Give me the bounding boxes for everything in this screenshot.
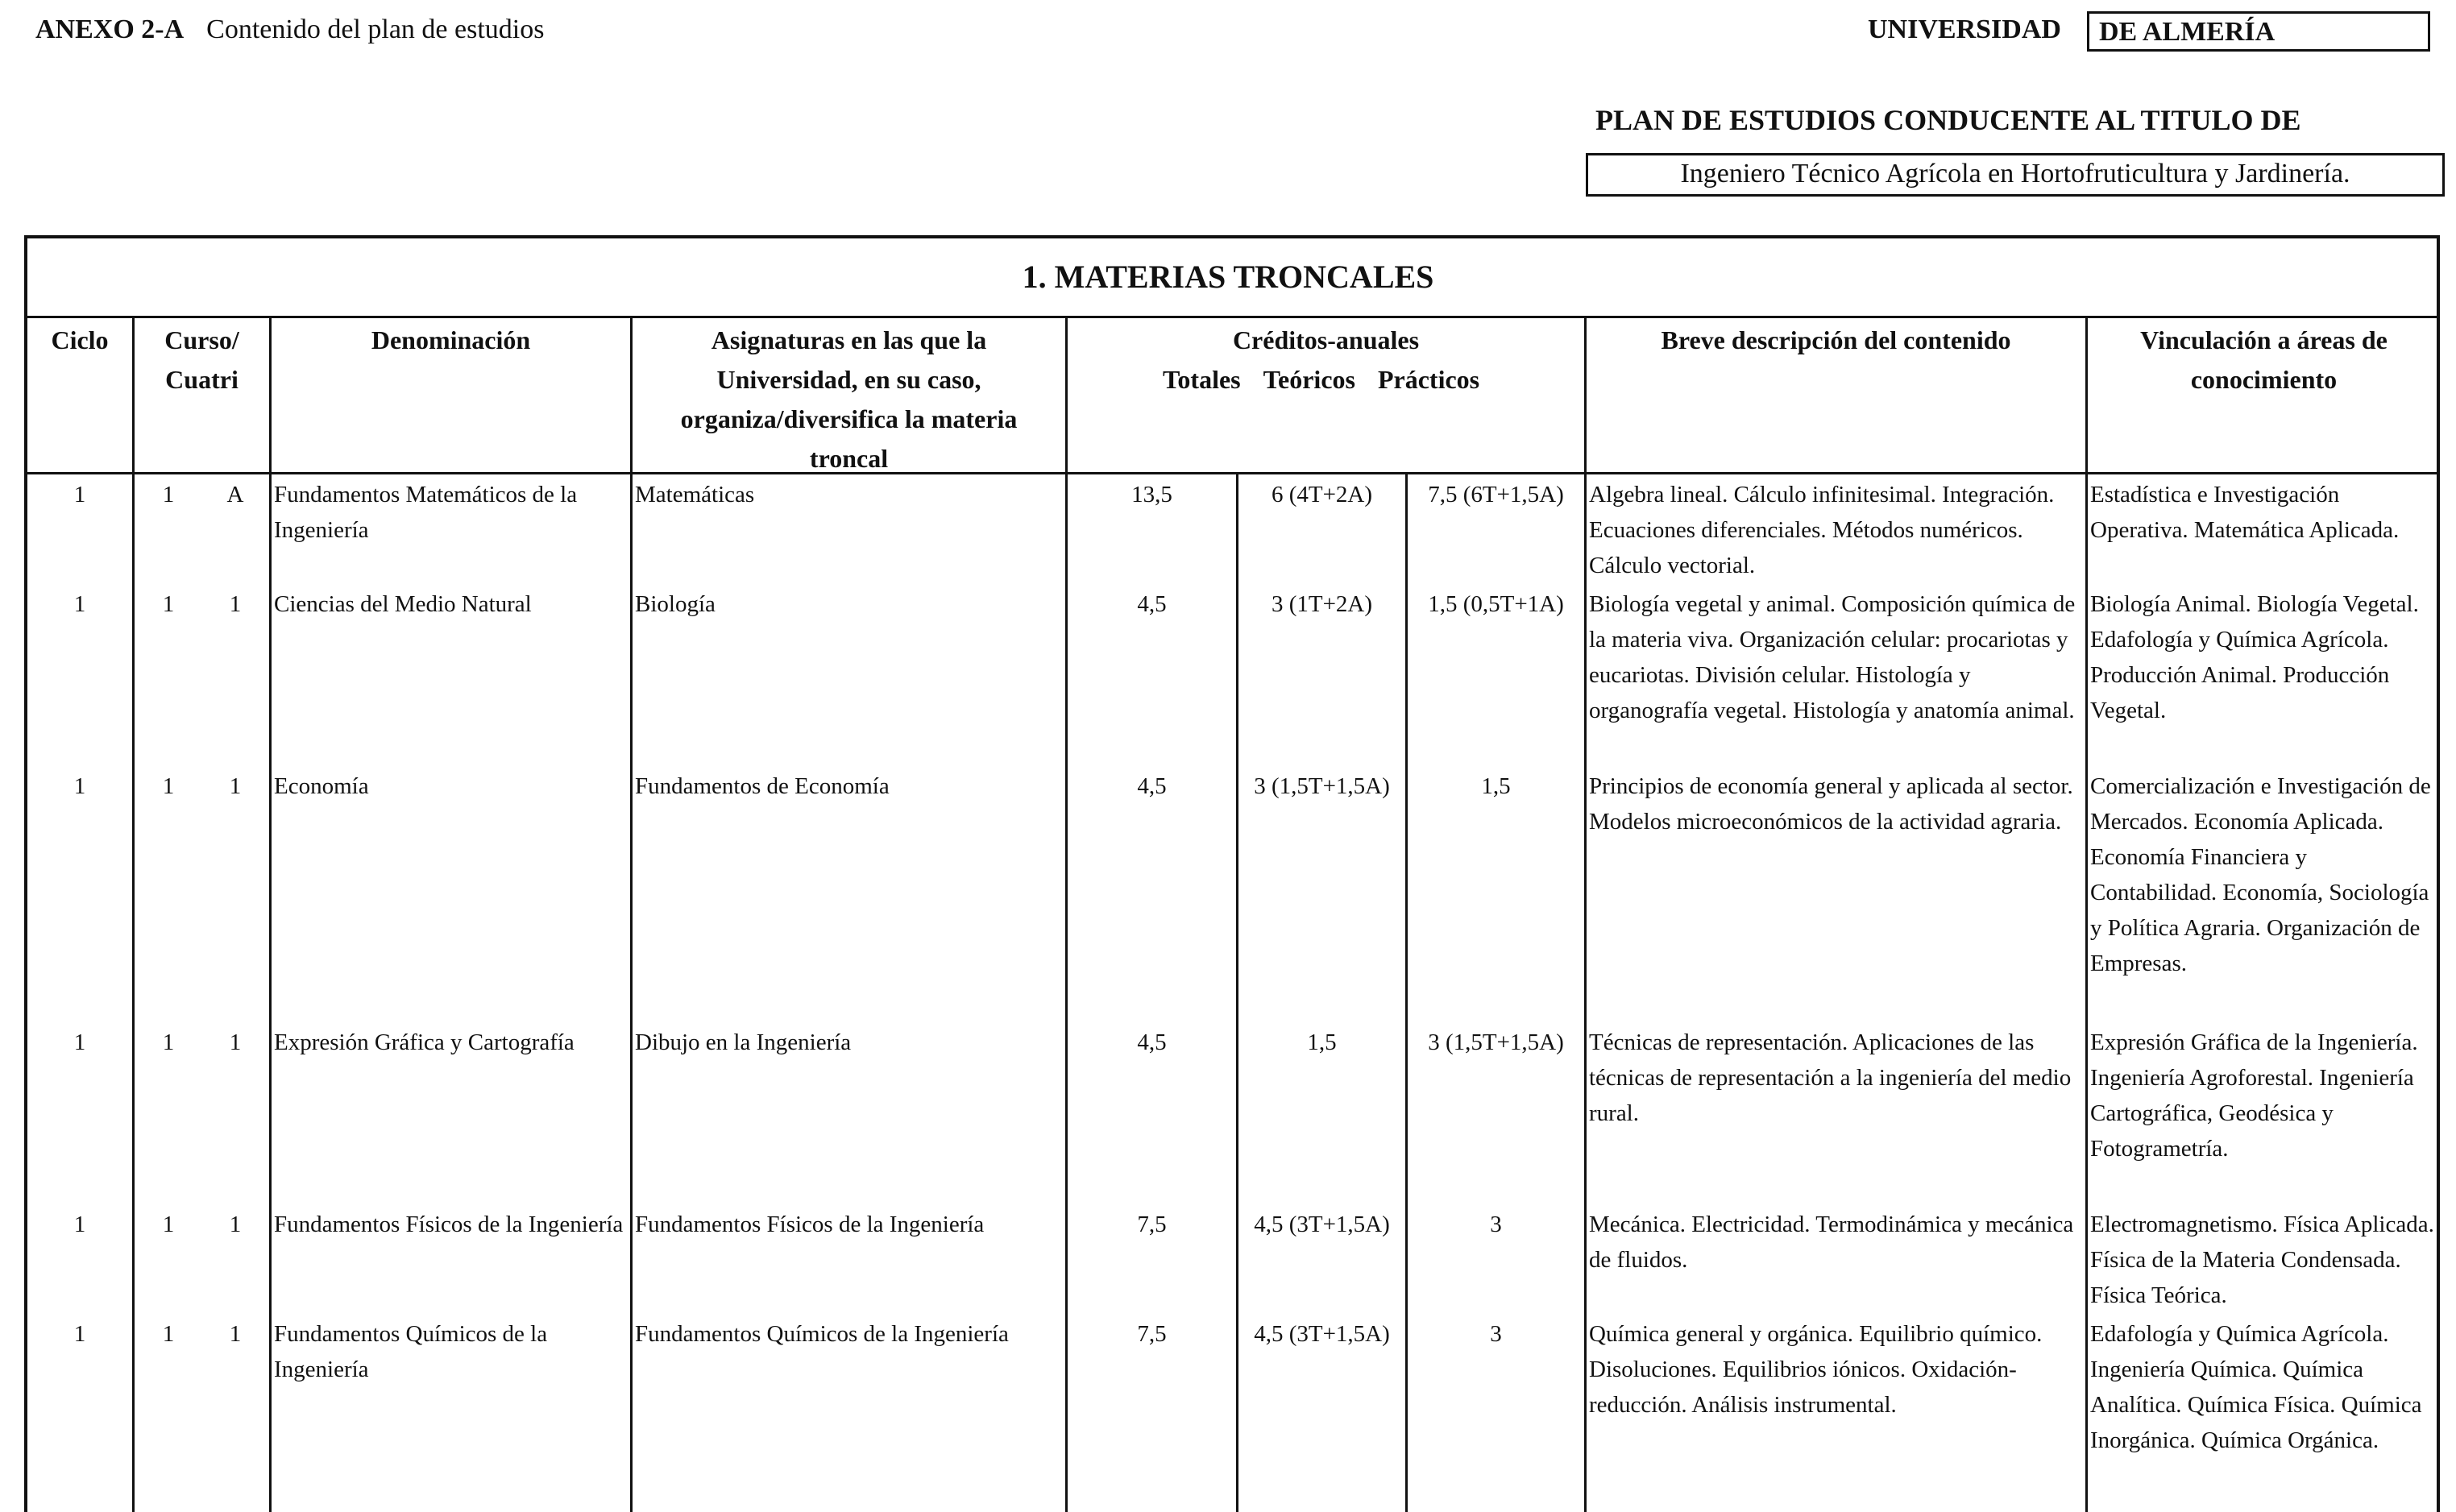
annex-heading — [35, 14, 544, 45]
col-vinculacion — [2088, 321, 2440, 400]
cell-vinculacion: Expresión Gráfica de la Ingeniería. Ingeniería Agroforestal. Ingeniería Cartográfica, Geodésica y Fotogrametría. — [2090, 1029, 2418, 1162]
cell-descripcion: Biología vegetal y animal. Composición química de la materia viva. Organización celular: procariotas y eucariotas. División celular. Histología y organografía vegetal. Histología y anatomía animal. — [1589, 591, 2076, 723]
cell-curso: 1 — [162, 773, 175, 799]
degree-title: Ingeniero Técnico Agrícola en Hortofruticultura y Jardinería. — [1586, 153, 2445, 197]
cell-ciclo: 1 — [73, 591, 86, 617]
col-curso — [135, 321, 269, 400]
cell-asignatura: Matemáticas — [635, 482, 755, 507]
cell-asignatura: Dibujo en la Ingeniería — [635, 1029, 852, 1055]
cell-vinculacion: Edafología y Química Agrícola. Ingeniería Química. Química Analítica. Química Física. Química Inorgánica. Química Orgánica. — [2090, 1321, 2422, 1453]
cell-vinculacion: Comercialización e Investigación de Mercados. Economía Aplicada. Economía Financiera y Contabilidad. Economía, Sociología y Política Agraria. Organización de Empresas. — [2090, 773, 2431, 976]
col-descripcion: Breve descripción del contenido — [1661, 325, 2011, 354]
cell-practicos: 3 — [1490, 1212, 1502, 1237]
cell-asignatura: Biología — [635, 591, 716, 617]
col-totales: Totales — [1163, 365, 1241, 394]
col-curso-line2: Cuatri — [165, 365, 239, 394]
col-teoricos: Teóricos — [1263, 365, 1355, 394]
cell-cuatri: 1 — [229, 1212, 242, 1237]
cell-cuatri: 1 — [229, 1029, 242, 1055]
cell-curso: 1 — [162, 591, 175, 617]
cell-totales: 7,5 — [1137, 1321, 1167, 1347]
divider — [24, 472, 2440, 474]
annex-label: ANEXO 2-A — [35, 14, 185, 44]
cell-totales: 4,5 — [1137, 1029, 1167, 1055]
cell-practicos: 1,5 (0,5T+1A) — [1428, 591, 1564, 617]
cell-asignatura: Fundamentos Químicos de la Ingeniería — [635, 1321, 1009, 1347]
cell-teoricos: 1,5 — [1307, 1029, 1337, 1055]
cell-cuatri: 1 — [229, 1321, 242, 1347]
cell-denominacion: Fundamentos Matemáticos de la Ingeniería — [274, 482, 578, 543]
cell-descripcion: Algebra lineal. Cálculo infinitesimal. Integración. Ecuaciones diferenciales. Métodos numéricos. Cálculo vectorial. — [1589, 482, 2055, 578]
cell-descripcion: Principios de economía general y aplicada al sector. Modelos microeconómicos de la actividad agraria. — [1589, 773, 2073, 835]
cell-cuatri: A — [226, 482, 244, 507]
divider — [1584, 316, 1587, 1512]
section-title: 1. MATERIAS TRONCALES — [1022, 259, 1434, 295]
cell-practicos: 3 (1,5T+1,5A) — [1428, 1029, 1564, 1055]
cell-ciclo: 1 — [73, 773, 86, 799]
col-practicos: Prácticos — [1377, 365, 1480, 394]
cell-ciclo: 1 — [73, 1029, 86, 1055]
cell-curso: 1 — [162, 1321, 175, 1347]
col-asignaturas-line1: Asignaturas en las que la — [711, 325, 987, 354]
cell-denominacion: Fundamentos Físicos de la Ingeniería — [274, 1212, 624, 1237]
cell-vinculacion: Estadística e Investigación Operativa. Matemática Aplicada. — [2090, 482, 2400, 543]
university-name: DE ALMERÍA — [2087, 11, 2430, 52]
col-denominacion: Denominación — [371, 325, 531, 354]
cell-vinculacion: Electromagnetismo. Física Aplicada. Física de la Materia Condensada. Física Teórica. — [2090, 1212, 2434, 1308]
cell-curso: 1 — [162, 482, 175, 507]
divider — [24, 316, 2440, 318]
cell-curso: 1 — [162, 1212, 175, 1237]
col-creditos-sub — [1068, 360, 1584, 400]
cell-teoricos: 3 (1T+2A) — [1271, 591, 1373, 617]
cell-denominacion: Expresión Gráfica y Cartografía — [274, 1029, 575, 1055]
col-creditos-title: Créditos-anuales — [1232, 325, 1420, 354]
cell-curso: 1 — [162, 1029, 175, 1055]
cell-teoricos: 4,5 (3T+1,5A) — [1254, 1212, 1390, 1237]
plan-label: PLAN DE ESTUDIOS CONDUCENTE AL TITULO DE — [1595, 104, 2301, 136]
cell-cuatri: 1 — [229, 773, 242, 799]
divider — [2085, 316, 2088, 1512]
cell-totales: 4,5 — [1137, 591, 1167, 617]
cell-denominacion: Fundamentos Químicos de la Ingeniería — [274, 1321, 548, 1382]
cell-ciclo: 1 — [73, 1321, 86, 1347]
col-creditos — [1068, 321, 1584, 400]
cell-practicos: 7,5 (6T+1,5A) — [1428, 482, 1564, 507]
col-asignaturas-line4: troncal — [809, 444, 889, 473]
col-asignaturas — [633, 321, 1065, 478]
cell-totales: 13,5 — [1131, 482, 1172, 507]
cell-totales: 7,5 — [1137, 1212, 1167, 1237]
cell-descripcion: Mecánica. Electricidad. Termodinámica y mecánica de fluidos. — [1589, 1212, 2074, 1273]
divider — [1405, 472, 1408, 1512]
cell-vinculacion: Biología Animal. Biología Vegetal. Edafología y Química Agrícola. Producción Animal. Producción Vegetal. — [2090, 591, 2419, 723]
cell-ciclo: 1 — [73, 482, 86, 507]
cell-descripcion: Técnicas de representación. Aplicaciones de las técnicas de representación a la ingeniería del medio rural. — [1589, 1029, 2072, 1126]
divider — [1236, 472, 1238, 1512]
cell-teoricos: 3 (1,5T+1,5A) — [1254, 773, 1390, 799]
cell-descripcion: Química general y orgánica. Equilibrio químico. Disoluciones. Equilibrios iónicos. Oxidación-reducción. Análisis instrumental. — [1589, 1321, 2043, 1418]
col-curso-line1: Curso/ — [164, 325, 239, 354]
cell-totales: 4,5 — [1137, 773, 1167, 799]
cell-teoricos: 6 (4T+2A) — [1271, 482, 1373, 507]
cell-ciclo: 1 — [73, 1212, 86, 1237]
col-asignaturas-line2: Universidad, en su caso, — [716, 365, 981, 394]
cell-denominacion: Economía — [274, 773, 369, 799]
divider — [630, 316, 633, 1512]
cell-practicos: 1,5 — [1481, 773, 1511, 799]
cell-practicos: 3 — [1490, 1321, 1502, 1347]
col-asignaturas-line3: organiza/diversifica la materia — [680, 404, 1018, 433]
col-ciclo: Ciclo — [51, 325, 109, 354]
col-vinculacion-line1: Vinculación a áreas de — [2140, 325, 2388, 354]
cell-denominacion: Ciencias del Medio Natural — [274, 591, 532, 617]
cell-teoricos: 4,5 (3T+1,5A) — [1254, 1321, 1390, 1347]
divider — [269, 316, 272, 1512]
cell-asignatura: Fundamentos de Economía — [635, 773, 890, 799]
annex-title: Contenido del plan de estudios — [206, 14, 545, 44]
university-label: UNIVERSIDAD — [1868, 14, 2061, 44]
cell-asignatura: Fundamentos Físicos de la Ingeniería — [635, 1212, 985, 1237]
col-vinculacion-line2: conocimiento — [2190, 365, 2338, 394]
cell-cuatri: 1 — [229, 591, 242, 617]
